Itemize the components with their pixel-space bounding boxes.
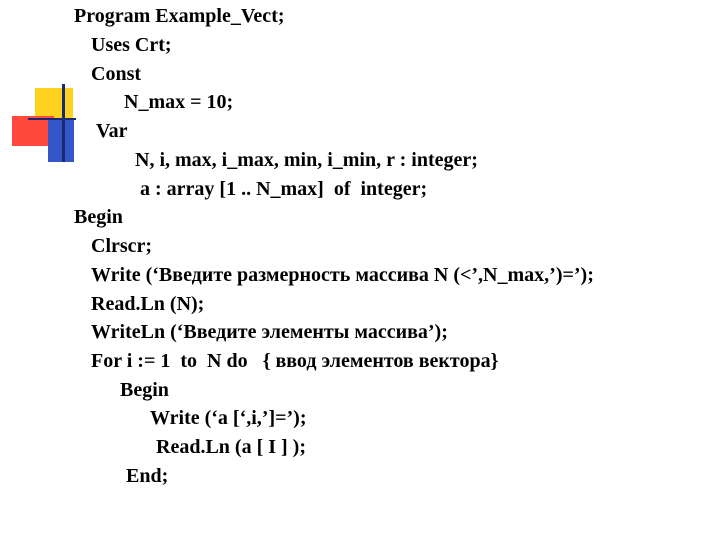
- code-line-begin: Begin: [74, 206, 123, 228]
- code-line-var: Var: [96, 120, 128, 142]
- code-line-var-decl: N, i, max, i_max, min, i_min, r : integer;: [135, 149, 478, 171]
- code-line-for-loop: For i := 1 to N do { ввод элементов вектора}: [91, 350, 499, 372]
- code-line-write-element: Write (‘a [‘,i,’]=’);: [150, 407, 307, 429]
- code-line-const: Const: [91, 63, 142, 85]
- code-line-nmax: N_max = 10;: [124, 91, 234, 113]
- code-line-array-decl: a : array [1 .. N_max] of integer;: [140, 178, 428, 200]
- code-line-inner-begin: Begin: [120, 379, 169, 401]
- code-line-write-size: Write (‘Введите размерность массива N (<’,N_max,’)=’);: [91, 264, 594, 286]
- code-line-end: End;: [126, 465, 169, 487]
- code-line-readln-n: Read.Ln (N);: [91, 293, 205, 315]
- code-line-program: Program Example_Vect;: [74, 5, 285, 27]
- code-line-uses: Uses Crt;: [91, 34, 172, 56]
- code-line-readln-element: Read.Ln (a [ I ] );: [156, 436, 306, 458]
- code-line-writeln-prompt: WriteLn (‘Введите элементы массива’);: [91, 321, 448, 343]
- code-line-clrscr: Clrscr;: [91, 235, 153, 257]
